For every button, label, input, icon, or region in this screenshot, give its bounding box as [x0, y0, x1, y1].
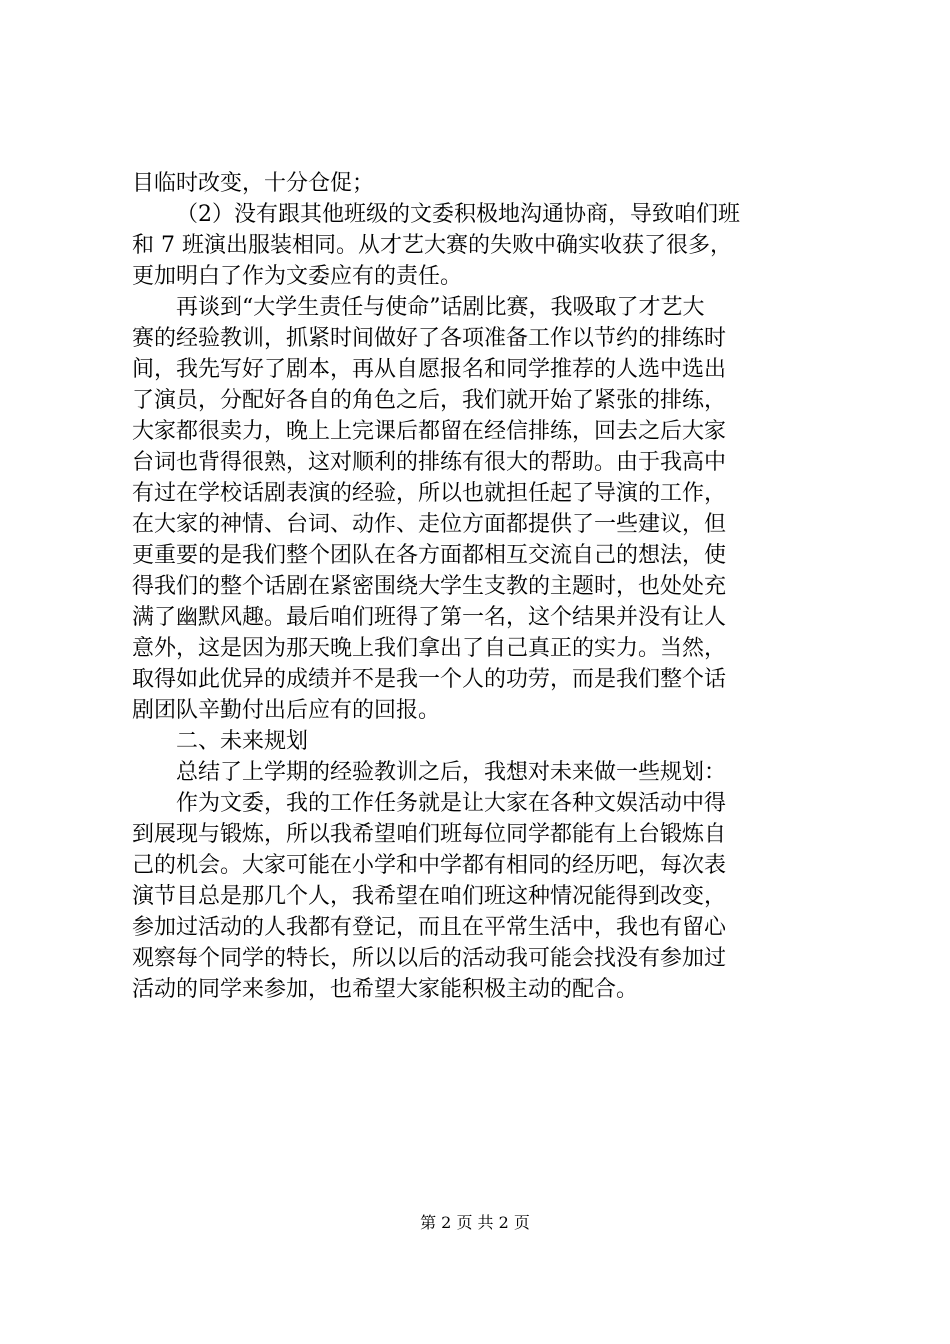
text-line: 意外，这是因为那天晚上我们拿出了自己真正的实力。当然， [132, 636, 727, 661]
text-line: 己的机会。大家可能在小学和中学都有相同的经历吧，每次表 [132, 853, 727, 878]
text-line: 再谈到“大学生责任与使命”话剧比赛，我吸取了才艺大 [176, 295, 705, 320]
text-line: 活动的同学来参加，也希望大家能积极主动的配合。 [132, 977, 639, 1002]
text-line: 剧团队辛勤付出后应有的回报。 [132, 698, 441, 723]
section-heading: 二、未来规划 [176, 729, 309, 754]
page-number: 第 2 页 共 2 页 [420, 1213, 530, 1232]
text-line: 大家都很卖力，晚上上完课后都留在经信排练，回去之后大家 [132, 419, 727, 444]
text-line: 目临时改变，十分仓促； [132, 171, 375, 196]
text-line: 到展现与锻炼，所以我希望咱们班每位同学都能有上台锻炼自 [132, 822, 727, 847]
text-line: 得我们的整个话剧在紧密围绕大学生支教的主题时，也处处充 [132, 574, 727, 599]
page-footer [0, 1213, 950, 1233]
text-line: 在大家的神情、台词、动作、走位方面都提供了一些建议，但 [132, 512, 727, 537]
text-line: 更重要的是我们整个团队在各方面都相互交流自己的想法，使 [132, 543, 727, 568]
text-line: 有过在学校话剧表演的经验，所以也就担任起了导演的工作， [132, 481, 727, 506]
text-line: 观察每个同学的特长，所以以后的活动我可能会找没有参加过 [132, 946, 727, 971]
text-line: 总结了上学期的经验教训之后，我想对未来做一些规划： [176, 760, 727, 785]
text-line: 更加明白了作为文委应有的责任。 [132, 264, 463, 289]
text-line: 间，我先写好了剧本，再从自愿报名和同学推荐的人选中选出 [132, 357, 727, 382]
text-line: 台词也背得很熟，这对顺利的排练有很大的帮助。由于我高中 [132, 450, 727, 475]
text-line: 了演员，分配好各自的角色之后，我们就开始了紧张的排练， [132, 388, 727, 413]
text-line: 和 7 班演出服装相同。从才艺大赛的失败中确实收获了很多， [132, 233, 732, 258]
document-body [132, 168, 832, 1005]
text-line: 满了幽默风趣。最后咱们班得了第一名，这个结果并没有让人 [132, 605, 727, 630]
text-line: 取得如此优异的成绩并不是我一个人的功劳，而是我们整个话 [132, 667, 727, 692]
text-line: 演节目总是那几个人，我希望在咱们班这种情况能得到改变， [132, 884, 727, 909]
text-line: 参加过活动的人我都有登记，而且在平常生活中，我也有留心 [132, 915, 727, 940]
text-line: （2）没有跟其他班级的文委积极地沟通协商，导致咱们班 [176, 202, 740, 227]
text-line: 作为文委，我的工作任务就是让大家在各种文娱活动中得 [176, 791, 727, 816]
text-line: 赛的经验教训，抓紧时间做好了各项准备工作以节约的排练时 [132, 326, 727, 351]
